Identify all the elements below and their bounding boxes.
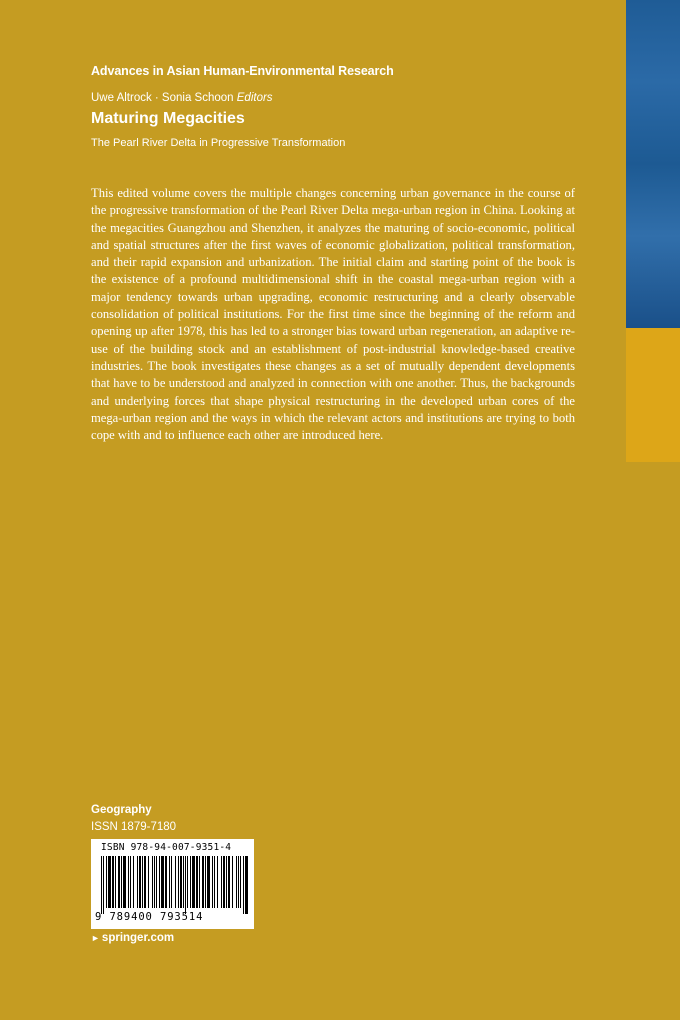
barcode-bars	[101, 856, 251, 914]
barcode-bar	[156, 856, 157, 908]
barcode-bar	[223, 856, 225, 908]
barcode-bar	[202, 856, 204, 908]
barcode-bar	[144, 856, 146, 908]
barcode-bar	[205, 856, 206, 908]
barcode-bar	[199, 856, 200, 908]
barcode-bar	[161, 856, 164, 908]
barcode-bar	[118, 856, 120, 908]
barcode-bar	[243, 856, 244, 914]
ean-digits: 9 789400 793514	[95, 911, 204, 923]
barcode-bar	[123, 856, 126, 908]
book-title: Maturing Megacities	[91, 110, 245, 127]
barcode-bar	[175, 856, 176, 908]
editor-names: Uwe Altrock · Sonia Schoon	[91, 92, 234, 104]
barcode-bar	[232, 856, 233, 908]
barcode-bar	[238, 856, 239, 908]
barcode-bar	[154, 856, 155, 908]
barcode-bar	[226, 856, 227, 908]
barcode-bar	[142, 856, 143, 908]
barcode	[91, 839, 254, 929]
barcode-bar	[217, 856, 218, 908]
editors-line	[91, 92, 273, 104]
barcode-bar	[137, 856, 138, 908]
barcode-bar	[236, 856, 237, 908]
barcode-bar	[180, 856, 182, 908]
website-label: springer.com	[101, 932, 175, 944]
barcode-bar	[214, 856, 215, 908]
isbn-label: ISBN 978-94-007-9351-4	[101, 842, 232, 853]
barcode-bar	[196, 856, 198, 908]
barcode-bar	[148, 856, 149, 908]
barcode-bar	[106, 856, 107, 908]
series-title: Advances in Asian Human-Environmental Research	[91, 64, 394, 78]
barcode-bar	[187, 856, 188, 908]
spine-accent-band	[626, 328, 680, 462]
barcode-bar	[185, 856, 186, 914]
barcode-bar	[130, 856, 131, 908]
barcode-bar	[190, 856, 191, 908]
publisher-website[interactable]	[91, 932, 174, 944]
barcode-bar	[245, 856, 248, 914]
barcode-bar	[115, 856, 116, 908]
barcode-bar	[112, 856, 114, 908]
arrow-right-icon: ►	[91, 933, 100, 943]
barcode-bar	[121, 856, 122, 908]
barcode-bar	[152, 856, 153, 908]
barcode-bar	[221, 856, 222, 908]
barcode-bar	[128, 856, 129, 908]
barcode-bar	[178, 856, 179, 908]
subject-category: Geography	[91, 804, 152, 816]
barcode-bar	[171, 856, 172, 908]
barcode-bar	[108, 856, 111, 908]
barcode-bar	[169, 856, 170, 908]
barcode-bar	[212, 856, 213, 908]
barcode-bar	[192, 856, 195, 908]
barcode-bar	[139, 856, 141, 908]
issn-number: ISSN 1879-7180	[91, 821, 177, 833]
barcode-bar	[240, 856, 241, 908]
book-description: This edited volume covers the multiple changes concerning urban governance in the course of the progressive transformation of the Pearl River Delta mega-urban region in China. Looking at the megacities Guangzhou and Shenzhen, it analyzes the maturing of socio-economic, political and spatial structures after the first waves of economic globalization, political transformation, and their rapid expansion and urbanization. The initial claim and starting point of the book is the existence of a profound multidimensional shift in the coastal mega-urban region with a major tendency towards urban upgrading, economic restructuring and a clearly observable consolidation of political institutions. For the first time since the beginning of the reform and opening up after 1978, this has led to a stronger bias toward urban regeneration, an adaptive re-use of the building stock and an establishment of post-industrial knowledge-based creative industries. The book investigates these changes as a set of mutually dependent developments that have to be understood and analyzed in connection with one another. Thus, the backgrounds and underlying forces that shape physical restructuring in the developed urban cores of the mega-urban region and the ways in which the relevant actors and institutions are trying to both cope with and to influence each other are introduced here.	[91, 186, 575, 443]
barcode-bar	[183, 856, 184, 908]
barcode-bar	[159, 856, 160, 908]
barcode-bar	[103, 856, 104, 914]
book-subtitle: The Pearl River Delta in Progressive Transformation	[91, 137, 346, 149]
editors-role: Editors	[236, 92, 273, 104]
barcode-bar	[101, 856, 102, 914]
barcode-bar	[165, 856, 167, 908]
barcode-bar	[228, 856, 230, 908]
spine-image-band	[626, 0, 680, 328]
barcode-bar	[133, 856, 134, 908]
barcode-bar	[207, 856, 210, 908]
